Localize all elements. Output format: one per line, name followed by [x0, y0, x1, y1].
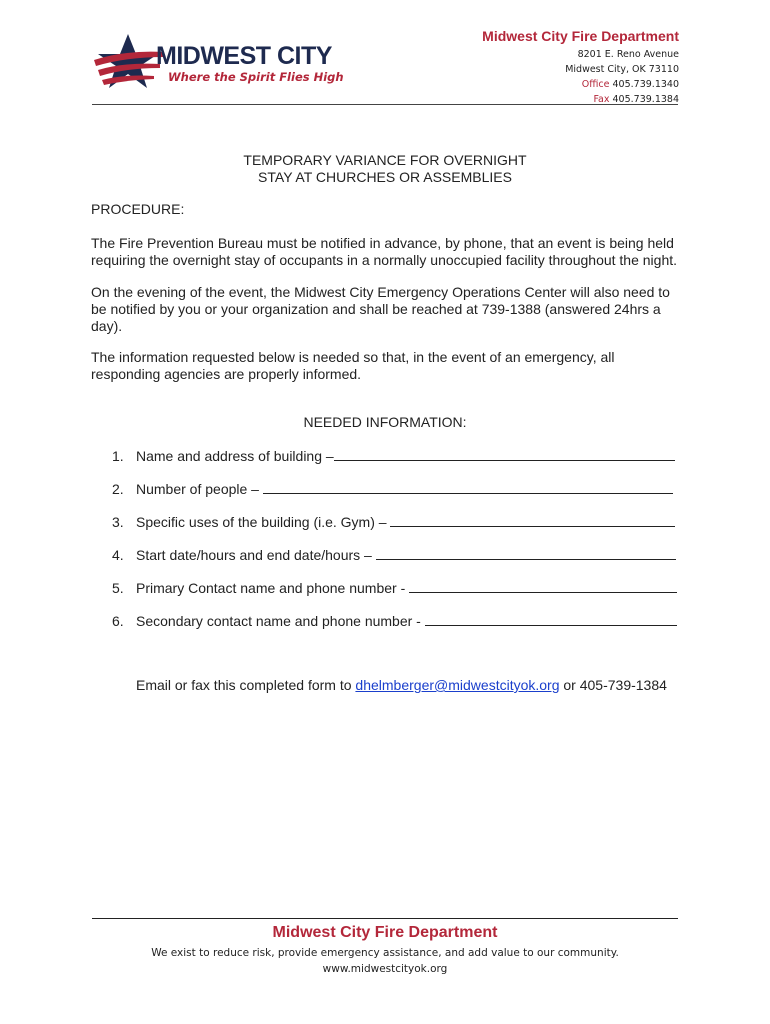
document-title: [0, 152, 770, 186]
procedure-heading: PROCEDURE:: [91, 201, 185, 217]
footer-mission: We exist to reduce risk, provide emergency assistance, and add value to our community.: [151, 947, 619, 959]
needed-information-heading: NEEDED INFORMATION:: [303, 414, 467, 430]
list-item-number: 6.: [112, 613, 124, 629]
paragraph-3: The information requested below is needed so that, in the event of an emergency, all responding agencies are properly informed.: [91, 349, 615, 382]
primary-contact-fill-line[interactable]: [409, 579, 677, 593]
fax-number: 405.739.1384: [612, 94, 679, 105]
header-contact-block: [482, 27, 679, 107]
office-line: [482, 77, 679, 92]
midwest-city-logo: [94, 30, 344, 92]
list-item-primary-contact: [112, 579, 682, 597]
dates-fill-line[interactable]: [376, 546, 676, 560]
footer-divider: [92, 918, 678, 919]
fax-label: Fax: [593, 94, 610, 105]
star-logo-icon: [94, 30, 164, 92]
list-item-number: 1.: [112, 448, 124, 464]
email-suffix: or 405-739-1384: [559, 677, 667, 693]
header-department: Midwest City Fire Department: [482, 28, 679, 44]
logo-tagline: Where the Spirit Flies High: [168, 70, 344, 84]
footer-website: www.midwestcityok.org: [322, 963, 448, 975]
email-prefix: Email or fax this completed form to: [136, 677, 356, 693]
list-item-label: Name and address of building –: [136, 448, 334, 464]
uses-fill-line[interactable]: [390, 513, 675, 527]
people-fill-line[interactable]: [263, 480, 673, 494]
list-item-label: Primary Contact name and phone number -: [136, 580, 410, 596]
address-line1: 8201 E. Reno Avenue: [577, 49, 679, 60]
secondary-contact-fill-line[interactable]: [425, 612, 677, 626]
list-item-people: [112, 480, 682, 498]
address-line2: Midwest City, OK 73110: [565, 64, 679, 75]
footer-department: Midwest City Fire Department: [272, 924, 498, 941]
list-item-label: Specific uses of the building (i.e. Gym) –: [136, 514, 391, 530]
office-label: Office: [581, 79, 610, 90]
list-item-label: Number of people –: [136, 481, 263, 497]
header-divider: [92, 104, 678, 105]
list-item-label: Secondary contact name and phone number -: [136, 613, 425, 629]
title-line2: STAY AT CHURCHES OR ASSEMBLIES: [258, 169, 512, 185]
email-instructions: [136, 677, 667, 693]
list-item-dates: [112, 546, 682, 564]
logo-brand-text: MIDWEST CITY: [156, 42, 332, 70]
list-item-number: 2.: [112, 481, 124, 497]
title-line1: TEMPORARY VARIANCE FOR OVERNIGHT: [243, 152, 527, 168]
list-item-number: 4.: [112, 547, 124, 563]
paragraph-1: The Fire Prevention Bureau must be notified in advance, by phone, that an event is being held requiring the overnight stay of occupants in a normally unoccupied facility throughout the night.: [91, 235, 678, 268]
office-number: 405.739.1340: [612, 79, 679, 90]
email-link[interactable]: dhelmberger@midwestcityok.org: [355, 677, 560, 693]
list-item-secondary-contact: [112, 612, 682, 630]
list-item-number: 5.: [112, 580, 124, 596]
building-fill-line[interactable]: [334, 447, 675, 461]
list-item-uses: [112, 513, 682, 531]
list-item-building: [112, 447, 682, 465]
paragraph-2: On the evening of the event, the Midwest City Emergency Operations Center will also need to be notified by you or your organization and shall be reached at 739-1388 (answered 24hrs a day).: [91, 284, 670, 334]
list-item-number: 3.: [112, 514, 124, 530]
list-item-label: Start date/hours and end date/hours –: [136, 547, 376, 563]
